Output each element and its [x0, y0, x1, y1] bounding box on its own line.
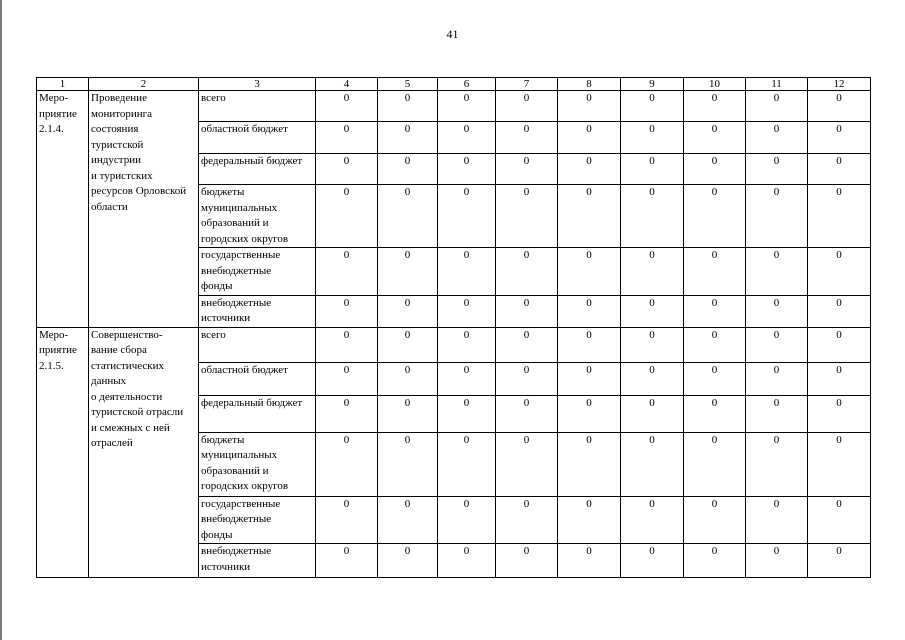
value-cell: 0	[746, 295, 808, 327]
value-cell: 0	[808, 395, 871, 432]
value-cell: 0	[438, 432, 496, 496]
value-cell: 0	[558, 91, 621, 122]
value-cell: 0	[558, 154, 621, 185]
value-cell: 0	[378, 295, 438, 327]
value-cell: 0	[558, 248, 621, 296]
value-cell: 0	[684, 248, 746, 296]
value-cell: 0	[316, 327, 378, 362]
value-cell: 0	[378, 544, 438, 578]
value-cell: 0	[746, 248, 808, 296]
funding-source: государственные внебюджетные фонды	[199, 496, 316, 544]
header-cell: 2	[89, 78, 199, 91]
value-cell: 0	[621, 122, 684, 154]
value-cell: 0	[558, 496, 621, 544]
value-cell: 0	[316, 395, 378, 432]
value-cell: 0	[558, 432, 621, 496]
value-cell: 0	[496, 185, 558, 248]
funding-source: государственные внебюджетные фонды	[199, 248, 316, 296]
value-cell: 0	[378, 496, 438, 544]
header-cell: 9	[621, 78, 684, 91]
value-cell: 0	[621, 327, 684, 362]
value-cell: 0	[438, 362, 496, 395]
value-cell: 0	[621, 91, 684, 122]
value-cell: 0	[316, 91, 378, 122]
value-cell: 0	[808, 327, 871, 362]
funding-source: федеральный бюджет	[199, 154, 316, 185]
value-cell: 0	[621, 248, 684, 296]
value-cell: 0	[496, 91, 558, 122]
value-cell: 0	[316, 544, 378, 578]
header-row	[37, 78, 871, 91]
page-left-edge	[0, 0, 2, 640]
value-cell: 0	[558, 544, 621, 578]
value-cell: 0	[746, 91, 808, 122]
value-cell: 0	[378, 154, 438, 185]
value-cell: 0	[808, 185, 871, 248]
value-cell: 0	[438, 185, 496, 248]
value-cell: 0	[438, 295, 496, 327]
header-cell: 7	[496, 78, 558, 91]
value-cell: 0	[378, 248, 438, 296]
value-cell: 0	[558, 362, 621, 395]
value-cell: 0	[621, 154, 684, 185]
funding-source: областной бюджет	[199, 122, 316, 154]
header-cell: 8	[558, 78, 621, 91]
header-cell: 3	[199, 78, 316, 91]
value-cell: 0	[746, 496, 808, 544]
value-cell: 0	[684, 544, 746, 578]
value-cell: 0	[316, 122, 378, 154]
header-cell: 1	[37, 78, 89, 91]
value-cell: 0	[808, 154, 871, 185]
value-cell: 0	[378, 432, 438, 496]
value-cell: 0	[684, 122, 746, 154]
value-cell: 0	[621, 544, 684, 578]
value-cell: 0	[746, 362, 808, 395]
value-cell: 0	[746, 395, 808, 432]
value-cell: 0	[378, 122, 438, 154]
value-cell: 0	[746, 544, 808, 578]
value-cell: 0	[438, 122, 496, 154]
header-cell: 6	[438, 78, 496, 91]
value-cell: 0	[316, 362, 378, 395]
value-cell: 0	[746, 185, 808, 248]
event-code: Меро- приятие 2.1.4.	[37, 91, 89, 328]
value-cell: 0	[496, 432, 558, 496]
value-cell: 0	[316, 248, 378, 296]
value-cell: 0	[496, 496, 558, 544]
value-cell: 0	[684, 154, 746, 185]
value-cell: 0	[558, 295, 621, 327]
funding-source: областной бюджет	[199, 362, 316, 395]
value-cell: 0	[684, 496, 746, 544]
page-number: 41	[446, 27, 459, 41]
value-cell: 0	[808, 91, 871, 122]
value-cell: 0	[684, 327, 746, 362]
event-title: Совершенство- вание сбора статистических данных о деятельности туристской отрасли и смежных с ней отраслей	[89, 327, 199, 578]
value-cell: 0	[496, 154, 558, 185]
value-cell: 0	[438, 327, 496, 362]
value-cell: 0	[684, 362, 746, 395]
header-cell: 5	[378, 78, 438, 91]
value-cell: 0	[438, 91, 496, 122]
value-cell: 0	[316, 154, 378, 185]
value-cell: 0	[316, 432, 378, 496]
value-cell: 0	[621, 185, 684, 248]
value-cell: 0	[684, 185, 746, 248]
value-cell: 0	[496, 248, 558, 296]
value-cell: 0	[378, 395, 438, 432]
value-cell: 0	[438, 496, 496, 544]
value-cell: 0	[558, 327, 621, 362]
value-cell: 0	[746, 432, 808, 496]
value-cell: 0	[808, 544, 871, 578]
value-cell: 0	[621, 432, 684, 496]
funding-source: внебюджетные источники	[199, 295, 316, 327]
value-cell: 0	[496, 395, 558, 432]
value-cell: 0	[378, 91, 438, 122]
value-cell: 0	[496, 327, 558, 362]
value-cell: 0	[438, 248, 496, 296]
value-cell: 0	[378, 185, 438, 248]
value-cell: 0	[316, 295, 378, 327]
value-cell: 0	[684, 395, 746, 432]
value-cell: 0	[746, 154, 808, 185]
value-cell: 0	[438, 395, 496, 432]
event-code: Меро- приятие 2.1.5.	[37, 327, 89, 578]
value-cell: 0	[684, 432, 746, 496]
value-cell: 0	[808, 432, 871, 496]
value-cell: 0	[496, 544, 558, 578]
funding-source: всего	[199, 91, 316, 122]
value-cell: 0	[496, 122, 558, 154]
value-cell: 0	[808, 362, 871, 395]
table-row	[37, 327, 871, 362]
value-cell: 0	[621, 395, 684, 432]
value-cell: 0	[378, 327, 438, 362]
header-cell: 4	[316, 78, 378, 91]
header-cell: 11	[746, 78, 808, 91]
value-cell: 0	[621, 362, 684, 395]
funding-source: всего	[199, 327, 316, 362]
value-cell: 0	[558, 185, 621, 248]
value-cell: 0	[558, 122, 621, 154]
value-cell: 0	[316, 496, 378, 544]
value-cell: 0	[684, 91, 746, 122]
funding-source: бюджеты муниципальных образований и городских округов	[199, 185, 316, 248]
value-cell: 0	[316, 185, 378, 248]
value-cell: 0	[558, 395, 621, 432]
funding-source: внебюджетные источники	[199, 544, 316, 578]
table-row	[37, 91, 871, 122]
header-cell: 12	[808, 78, 871, 91]
value-cell: 0	[496, 295, 558, 327]
value-cell: 0	[808, 248, 871, 296]
value-cell: 0	[808, 122, 871, 154]
header-cell: 10	[684, 78, 746, 91]
value-cell: 0	[496, 362, 558, 395]
funding-source: бюджеты муниципальных образований и городских округов	[199, 432, 316, 496]
value-cell: 0	[438, 154, 496, 185]
budget-table	[36, 77, 871, 578]
funding-source: федеральный бюджет	[199, 395, 316, 432]
value-cell: 0	[684, 295, 746, 327]
event-title: Проведение мониторинга состояния туристской индустрии и туристских ресурсов Орловской области	[89, 91, 199, 328]
value-cell: 0	[808, 295, 871, 327]
value-cell: 0	[621, 496, 684, 544]
value-cell: 0	[746, 122, 808, 154]
value-cell: 0	[438, 544, 496, 578]
value-cell: 0	[378, 362, 438, 395]
value-cell: 0	[621, 295, 684, 327]
value-cell: 0	[808, 496, 871, 544]
value-cell: 0	[746, 327, 808, 362]
